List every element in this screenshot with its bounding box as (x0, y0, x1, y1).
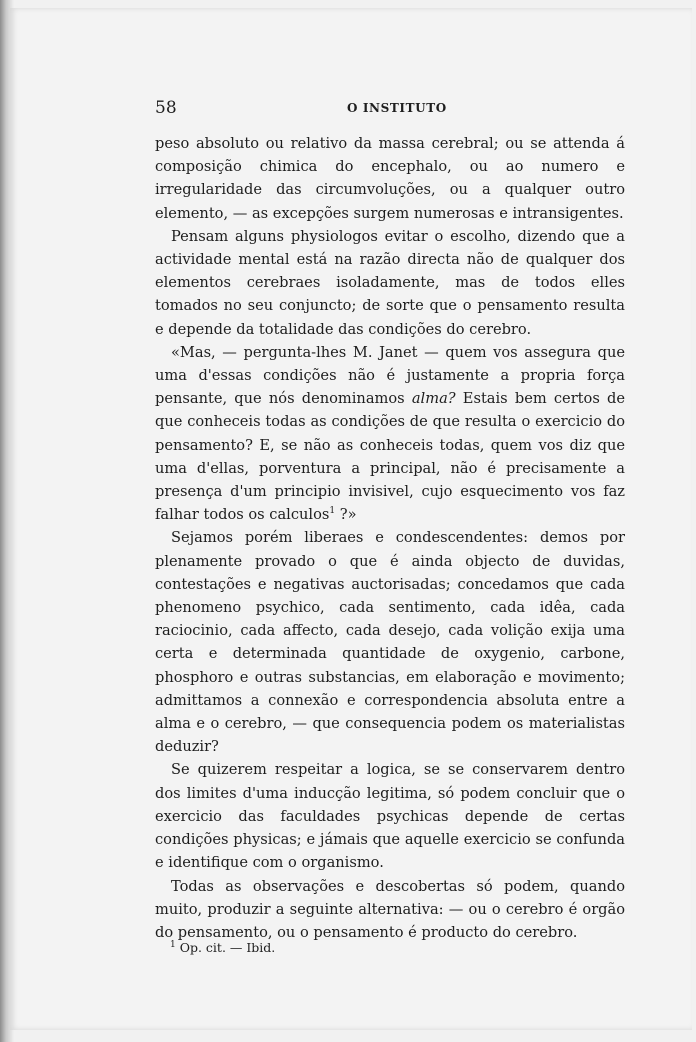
footnote-text: Op. cit. — Ibid. (179, 940, 276, 955)
quote-text-part-2: Estais bem certos de que conheceis todas as condições de que resulta o exercicio do pensamento? E, se não as conheceis todas, quem vos diz que uma d'ellas, porventura a principal, não é precisamente a presença d'um principio invisivel, cujo esquecimento vos faz falhar todos os calculos (155, 390, 625, 524)
footnote-reference: 1 (329, 506, 336, 517)
page-number: 58 (155, 98, 177, 118)
quote-text-part-1: «Mas, — pergunta-lhes M. Janet — quem vos assegura que uma d'essas condições não é justamente a propria força pensante, que nós denominamos (155, 343, 625, 408)
paragraph-4: Sejamos porém liberaes e condescendentes: demos por plenamente provado o que é ainda objecto de duvidas, contestações e negativas auctorisadas; concedamos que cada phenomeno psychico, cada sentimento, cada idêa, cada raciocinio, cada affecto, cada desejo, cada volição exija uma certa e determinada quantidade de oxygenio, carbone, phosphoro e outras substancias, em elaboração e movimento; admittamos a connexão e correspondencia absoluta entre a alma e o cerebro, — que consequencia podem os materialistas deduzir? (155, 529, 625, 756)
book-page (10, 8, 692, 1030)
body-text (155, 132, 625, 944)
paragraph-3-quotation (155, 341, 625, 527)
paragraph-1: peso absoluto ou relativo da massa cerebral; ou se attenda á composição chimica do encephalo, ou ao numero e irregularidade das circumvoluções, ou a qualquer outro elemento, — as excepções surgem numerosas e intransigentes. (155, 135, 625, 222)
page-header (155, 98, 625, 120)
quote-text-end: ?» (335, 506, 357, 524)
paragraph-2: Pensam alguns physiologos evitar o escolho, dizendo que a actividade mental está na razão directa não de qualquer dos elementos cerebraes isoladamente, mas de todos elles tomados no seu conjuncto; de sorte que o pensamento resulta e depende da totalidade das condições do cerebro. (155, 227, 625, 338)
paragraph-5: Se quizerem respeitar a logica, se se conservarem dentro dos limites d'uma inducção legitima, só podem concluir que o exercicio das faculdades psychicas depende de certas condições physicas; e jámais que aquelle exercicio se confunda e identifique com o organismo. (155, 761, 625, 872)
quote-emphasis: alma? (411, 390, 456, 408)
paragraph-6: Todas as observações e descobertas só podem, quando muito, produzir a seguinte alternativa: — ou o cerebro é orgão do pensamento, ou o pensamento é producto do cerebro. (155, 877, 625, 941)
footnote (170, 940, 275, 955)
footnote-marker: 1 (170, 939, 176, 950)
running-head: O INSTITUTO (347, 101, 447, 115)
